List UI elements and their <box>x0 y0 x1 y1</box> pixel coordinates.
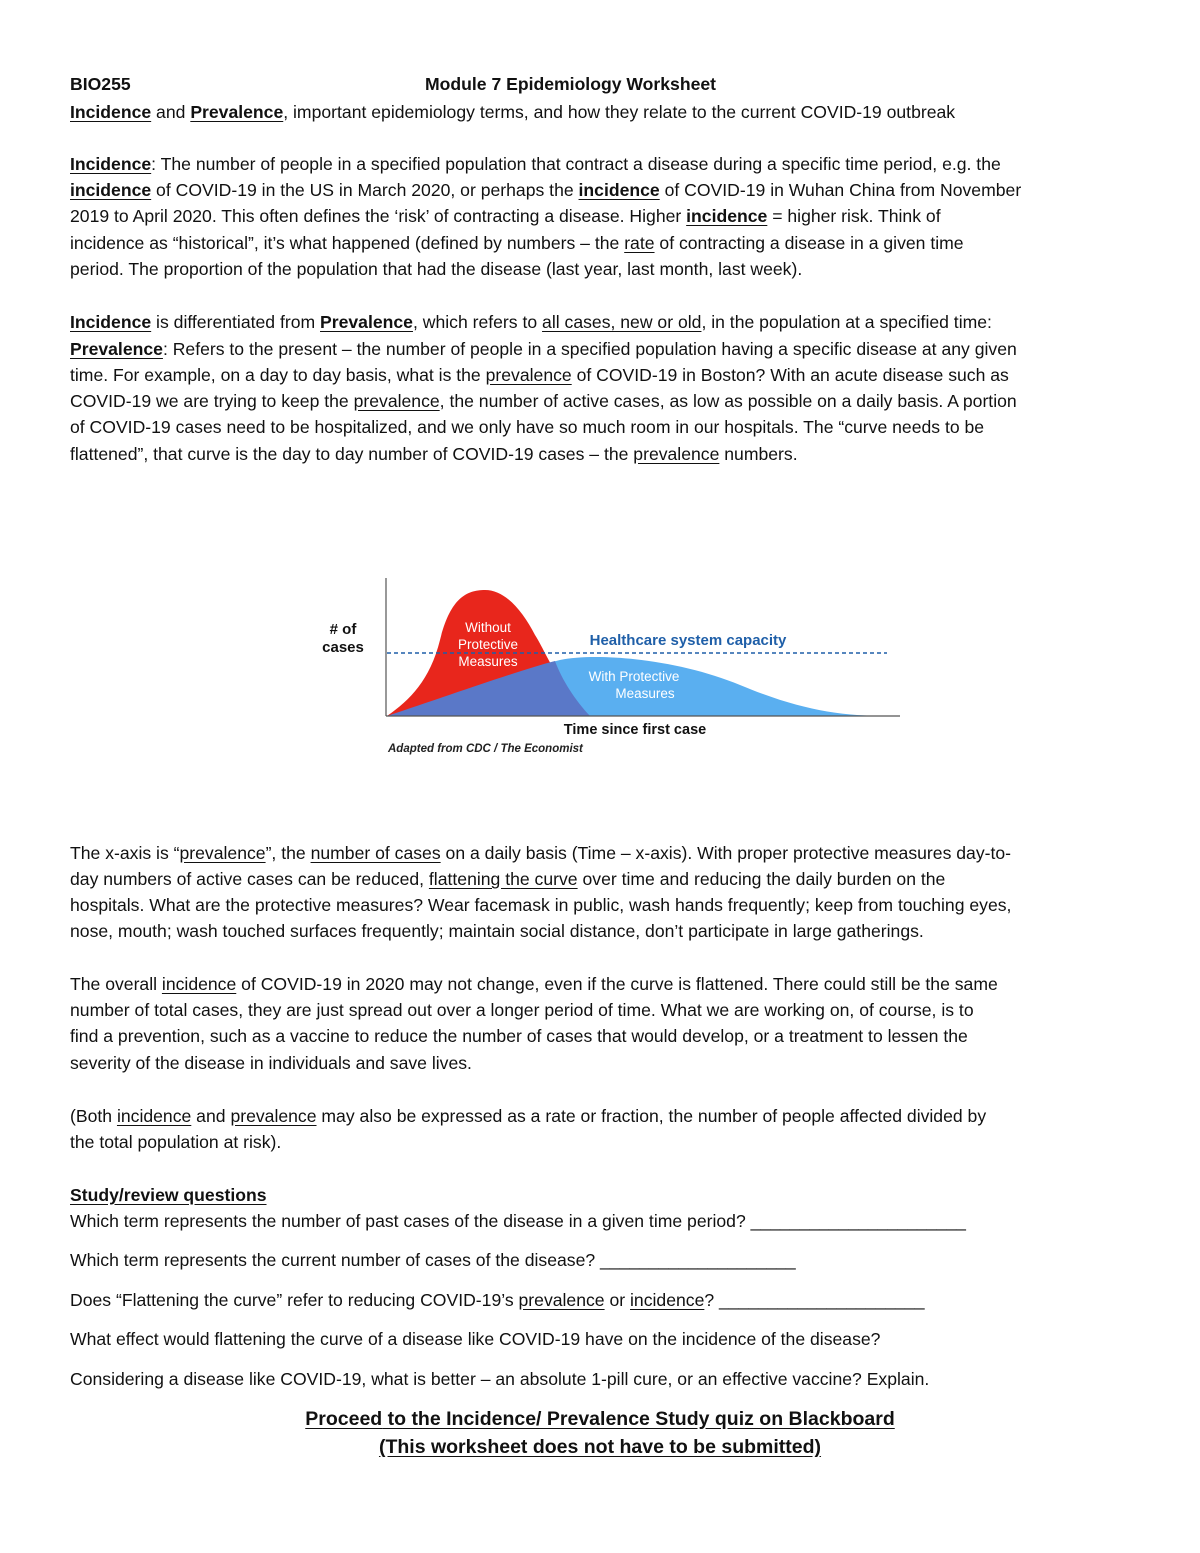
closing-line-2: (This worksheet does not have to be submitted) <box>378 1436 822 1458</box>
overall-line-1: The overall incidence of COVID-19 in 2020 may not change, even if the curve is flattened. There could still be the same <box>70 974 998 994</box>
prevalence-line-4: COVID-19 we are trying to keep the prevalence, the number of active cases, as low as possible on a daily basis. A portion <box>70 391 1017 411</box>
prevalence-line-5: of COVID-19 cases need to be hospitalized, and we only have so much room in our hospitals. The “curve needs to be <box>70 417 985 437</box>
question-4: What effect would flattening the curve of a disease like COVID-19 have on the incidence of the disease? <box>70 1329 881 1349</box>
proceed-link[interactable]: Proceed <box>305 1408 383 1430</box>
incidence-line-1: Incidence: The number of people in a specified population that contract a disease during a specific time period, e.g. the <box>70 154 1001 174</box>
xaxis-line-3: hospitals. What are the protective measures? Wear facemask in public, wash hands frequently; keep from touching eyes, <box>70 895 1012 915</box>
xaxis-line-4: nose, mouth; wash touched surfaces frequently; maintain social distance, don’t participate in large gatherings. <box>70 921 924 941</box>
prevalence-line-3: time. For example, on a day to day basis, what is the prevalence of COVID-19 in Boston? With an acute disease such as <box>70 365 1009 385</box>
without-label-line2: Protective <box>457 637 519 652</box>
closing-line-1: Proceed to the Incidence/ Prevalence Study quiz on Blackboard <box>305 1408 895 1430</box>
xaxis-line-1: The x-axis is “prevalence”, the number of cases on a daily basis (Time – x-axis). With proper protective measures day-to- <box>70 843 1012 863</box>
y-axis-label-line2: cases <box>322 639 364 656</box>
prevalence-line-1: Incidence is differentiated from Prevalence, which refers to all cases, new or old, in the population at a specified time: <box>70 312 992 332</box>
source-credit: Adapted from CDC / The Economist <box>388 743 583 755</box>
overall-line-4: severity of the disease in individuals and save lives. <box>70 1053 472 1073</box>
without-label-line1: Without <box>465 620 511 635</box>
course-code: BIO255 <box>70 74 131 94</box>
with-label-line1: With Protective <box>588 669 680 684</box>
capacity-label: Healthcare system capacity <box>589 632 787 649</box>
incidence-line-3: 2019 to April 2020. This often defines the ‘risk’ of contracting a disease. Higher incidence = higher risk. Think of <box>70 206 941 226</box>
with-label-line2: Measures <box>615 686 675 701</box>
question-5: Considering a disease like COVID-19, what is better – an absolute 1-pill cure, or an effective vaccine? Explain. <box>70 1369 930 1389</box>
question-1: Which term represents the number of past cases of the disease in a given time period? ______________________ <box>70 1211 966 1231</box>
overall-line-3: find a prevention, such as a vaccine to reduce the number of cases that would develop, or a treatment to lessen the <box>70 1026 968 1046</box>
question-2: Which term represents the current number of cases of the disease? ____________________ <box>70 1250 796 1270</box>
both-line-2: the total population at risk). <box>70 1132 282 1152</box>
incidence-line-4: incidence as “historical”, it’s what happened (defined by numbers – the rate of contracting a disease in a given time <box>70 233 964 253</box>
xaxis-line-2: day numbers of active cases can be reduced, flattening the curve over time and reducing the daily burden on the <box>70 869 946 889</box>
x-axis-label: Time since first case <box>563 722 707 738</box>
without-label-line3: Measures <box>458 654 518 669</box>
questions-heading: Study/review questions <box>70 1185 267 1205</box>
flatten-curve-diagram <box>300 570 920 770</box>
incidence-line-2: incidence of COVID-19 in the US in March 2020, or perhaps the incidence of COVID-19 in Wuhan China from November <box>70 180 1022 200</box>
y-axis-label-line1: # of <box>329 621 357 638</box>
prevalence-line-2: Prevalence: Refers to the present – the number of people in a specified population having a specific disease at any given <box>70 339 1017 359</box>
page-title: Module 7 Epidemiology Worksheet <box>425 74 716 94</box>
incidence-line-5: period. The proportion of the population that had the disease (last year, last month, last week). <box>70 259 803 279</box>
overall-line-2: number of total cases, they are just spread out over a longer period of time. What we are working on, of course, is to <box>70 1000 974 1020</box>
question-3: Does “Flattening the curve” refer to reducing COVID-19’s prevalence or incidence? _____________________ <box>70 1290 925 1310</box>
flatten-curve-figure <box>300 570 920 770</box>
prevalence-line-6: flattened”, that curve is the day to day number of COVID-19 cases – the prevalence numbers. <box>70 444 798 464</box>
subtitle: Incidence and Prevalence, important epidemiology terms, and how they relate to the current COVID-19 outbreak <box>70 102 956 122</box>
both-line-1: (Both incidence and prevalence may also be expressed as a rate or fraction, the number of people affected divided by <box>70 1106 987 1126</box>
